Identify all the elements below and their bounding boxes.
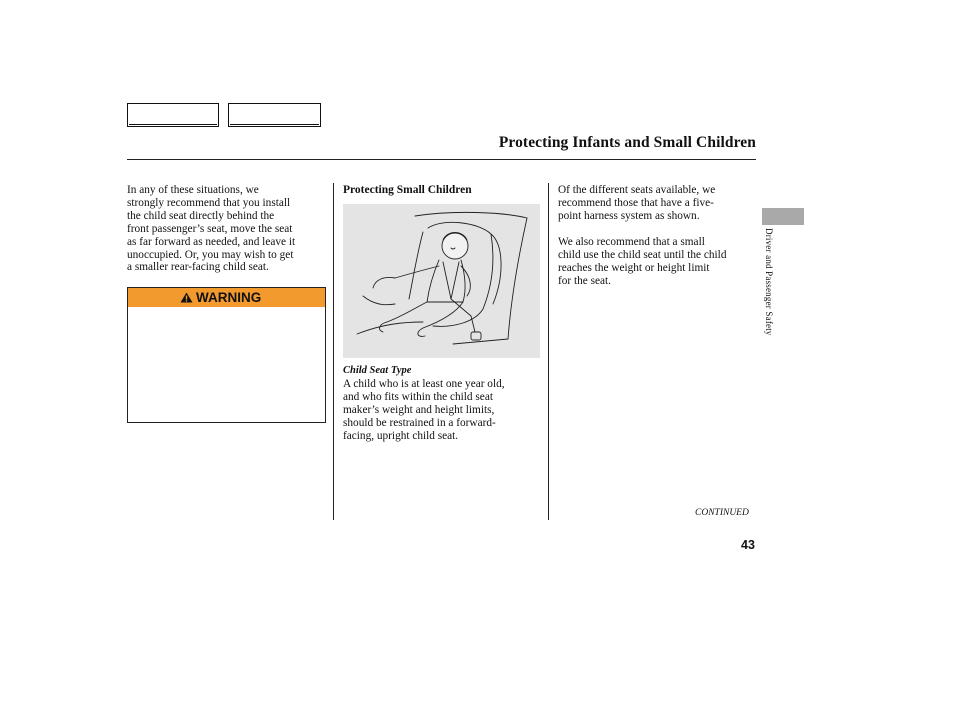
warning-bar	[128, 288, 325, 307]
figure-caption: Child Seat Type	[343, 365, 412, 376]
column-divider-1	[333, 183, 334, 520]
middle-paragraph	[343, 378, 543, 443]
section-side-tab[interactable]	[762, 208, 804, 225]
text-line: unoccupied. Or, you may wish to get	[127, 248, 294, 261]
text-line: strongly recommend that you install	[127, 196, 291, 209]
nav-box-1[interactable]	[127, 103, 219, 127]
text-line: Of the different seats available, we	[558, 184, 716, 196]
right-paragraph-1	[558, 184, 758, 223]
text-line: maker’s weight and height limits,	[343, 403, 495, 416]
warning-box	[127, 287, 326, 423]
text-line: A child who is at least one year old,	[343, 378, 505, 390]
text-line: reaches the weight or height limit	[558, 261, 710, 274]
warning-label: WARNING	[196, 290, 262, 305]
text-line: child use the child seat until the child	[558, 248, 727, 261]
section-heading: Protecting Small Children	[343, 184, 472, 196]
text-line: as far forward as needed, and leave it	[127, 235, 296, 248]
text-line: the child seat directly behind the	[127, 209, 275, 222]
text-line: In any of these situations, we	[127, 184, 259, 196]
text-line: for the seat.	[558, 274, 612, 287]
title-rule	[127, 159, 756, 160]
text-line: facing, upright child seat.	[343, 429, 459, 442]
text-line: and who fits within the child seat	[343, 390, 493, 403]
side-tab-label: Driver and Passenger Safety	[764, 228, 774, 336]
page-title: Protecting Infants and Small Children	[498, 134, 756, 151]
continued-label: CONTINUED	[695, 508, 749, 518]
text-line: a smaller rear-facing child seat.	[127, 261, 269, 274]
text-line: should be restrained in a forward-	[343, 416, 496, 429]
column-divider-2	[548, 183, 549, 520]
child-seat-illustration	[343, 204, 540, 358]
child-seat-drawing	[343, 204, 540, 358]
warning-triangle-icon	[180, 292, 193, 303]
text-line: front passenger’s seat, move the seat	[127, 222, 293, 235]
page-number: 43	[741, 538, 755, 552]
text-line: We also recommend that a small	[558, 236, 705, 248]
text-line: recommend those that have a five-	[558, 196, 714, 209]
left-paragraph	[127, 184, 332, 274]
nav-box-2[interactable]	[228, 103, 321, 127]
right-paragraph-2	[558, 236, 758, 288]
text-line: point harness system as shown.	[558, 209, 700, 222]
